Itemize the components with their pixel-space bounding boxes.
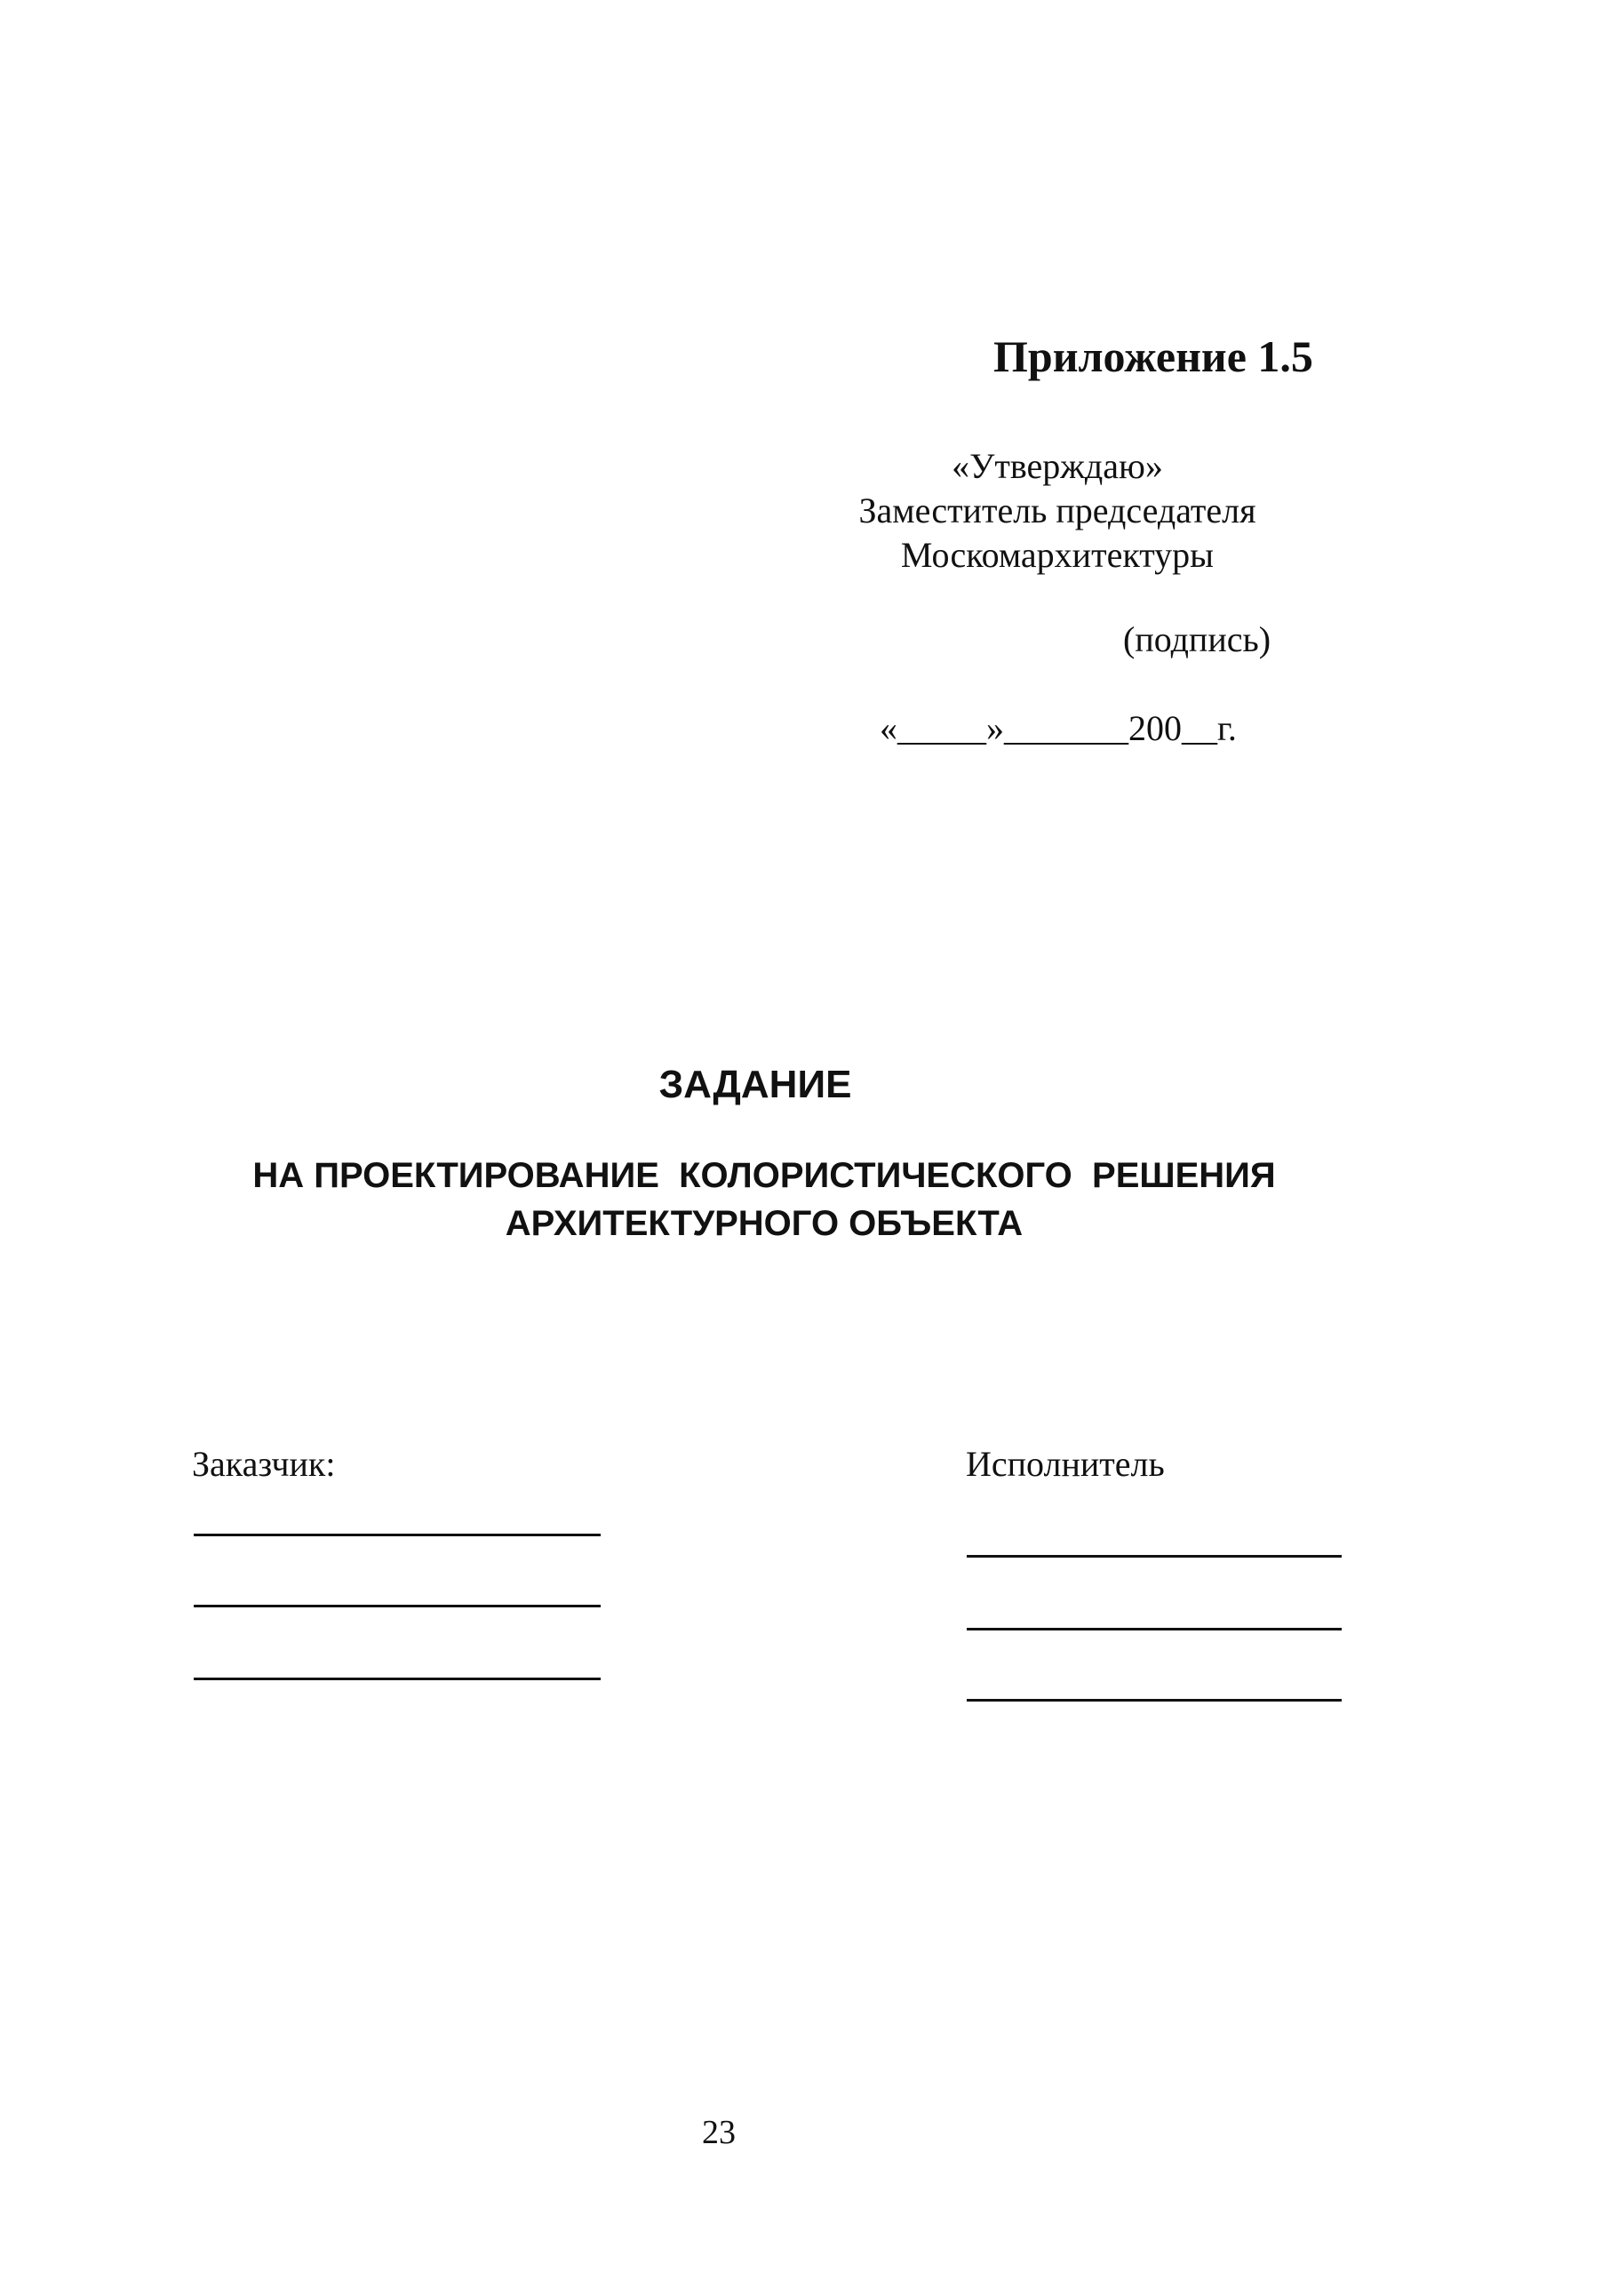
date-line: «_____»_______200__г. [880,708,1237,748]
subtitle-line-1: НА ПРОЕКТИРОВАНИЕ КОЛОРИСТИЧЕСКОГО РЕШЕНИЯ [252,1156,1276,1195]
customer-signature-line [194,1534,601,1536]
appendix-heading: Приложение 1.5 [993,331,1313,381]
subtitle-line-2: АРХИТЕКТУРНОГО ОБЪЕКТА [505,1204,1024,1243]
customer-signature-line [194,1605,601,1607]
approve-text: «Утверждаю» [952,446,1163,486]
document-title: ЗАДАНИЕ [658,1063,852,1106]
contractor-signature-line [967,1628,1342,1630]
contractor-signature-line [967,1699,1342,1702]
customer-signature-line [194,1678,601,1680]
signature-caption: (подпись) [1123,619,1271,659]
position-line-2: Москомархитектуры [900,535,1215,575]
approval-block [817,444,1297,578]
document-subtitle [231,1152,1297,1248]
contractor-label: Исполнитель [966,1444,1165,1484]
position-line-1: Заместитель председателя [858,490,1256,530]
contractor-signature-line [967,1555,1342,1558]
page-number: 23 [702,2114,736,2151]
customer-label: Заказчик: [192,1444,336,1484]
